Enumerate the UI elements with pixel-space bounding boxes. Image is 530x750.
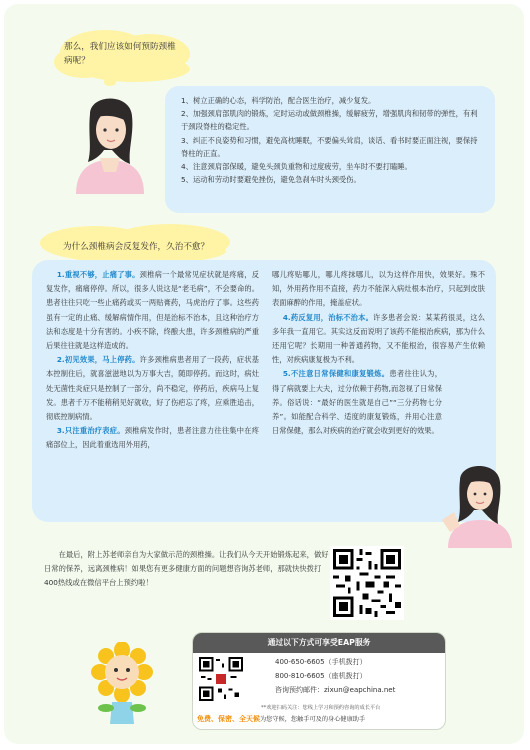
question-2-text: 为什么颈椎病会反复发作，久治不愈？ xyxy=(63,242,210,252)
reason-heading: 5.不注意日常保健和康复锻炼。 xyxy=(282,369,390,379)
eap-qr-code[interactable] xyxy=(199,657,243,701)
reasons-right-column xyxy=(272,268,485,438)
eap-email[interactable]: 咨询预约邮件：zixun@eapchina.net xyxy=(275,686,396,694)
sunflower-mascot-illustration xyxy=(88,642,156,728)
reasons-left-column xyxy=(46,268,259,453)
eap-slogan xyxy=(197,714,365,724)
tip-item: 1、树立正确的心态，科学防治，配合医生治疗，减少复发。 xyxy=(181,96,376,105)
prevention-tips-box xyxy=(165,86,495,213)
reason-text: 哪儿疼贴哪儿，哪儿疼抹哪儿，以为这样作用快，效果好。殊不知，外用药作用不直接，药力不能深入病灶根本治疗，只起到皮肤表面麻醉的作用，掩盖症状。 xyxy=(272,270,485,308)
eap-service-box xyxy=(192,632,446,730)
eap-phone-landline: 800-810-6605（座机拨打） xyxy=(275,672,367,680)
tip-item: 4、注意颈肩部保暖，避免头颈负重物和过度疲劳，坐车时不要打瞌睡。 xyxy=(181,162,412,172)
eap-note: **欢迎扫码关注：您线上学习和预约咨询的成长平台 xyxy=(261,705,381,711)
tip-item: 3、纠正不良姿势和习惯，避免高枕睡眠，不要偏头耸肩，谈话、看书时要正面注视，要保持脊柱的正直。 xyxy=(181,135,478,158)
eap-header: 通过以下方式可享受EAP服务 xyxy=(193,633,445,653)
reason-heading: 1.重视不够，止痛了事。 xyxy=(56,270,140,279)
qr-code[interactable] xyxy=(330,546,404,620)
reason-text: 许多颈椎病患者用了一段药，症状基本控制住后，就喜滋滋地以为万事大吉，随即停药。而这时，病灶处无菌性炎症只是控制了一部分，尚不稳定，停药后，疾病马上复发。患者千万不能稍稍见好就收，好了伤疤忘了疼，应乘胜追击，彻底控制病情。 xyxy=(46,355,259,422)
tip-item: 2、加强颈肩部肌肉的锻炼，定时运动或做颈椎操，缓解疲劳，增强肌肉和韧带的弹性，有利于颈段脊柱的稳定性。 xyxy=(181,109,478,132)
reason-text: 颈椎病发作时，患者注意力往往集中在疼痛部位上，因此着重选用外用药， xyxy=(46,426,259,450)
reasons-box xyxy=(32,260,496,522)
reason-heading: 3.只注重治疗表症。 xyxy=(56,426,125,436)
reason-heading: 4.药反复用，治标不治本。 xyxy=(282,312,374,322)
woman-pointing-illustration xyxy=(440,458,522,548)
reason-heading: 2.初见效果，马上停药。 xyxy=(56,355,140,365)
question-1-text: 那么，我们应该如何预防颈椎病呢？ xyxy=(64,42,176,66)
reason-text: 患者往往认为，得了病就要上大夫，过分依赖于药物,而忽视了日常保养。俗话说：“最好的医生就是自己”“三分药物七分养”。如能配合科学、适度的康复锻炼，并用心注意日常保健，那么对疾病的治疗就会收到更好的效果。 xyxy=(272,369,442,436)
reason-text: 颈椎病一个最常见症状就是疼痛，反复发作，痛痛停停。所以，很多人说这是“老毛病”，不会要命的。患者往往只吃一些止痛药或买一两贴膏药，马虎治疗了事。这些药虽有一定的止痛、缓解病情作用，但是治标不治本，且这种治疗方法和态度是十分有害的。小疾不除，终酿大患，许多颈椎病的严重后果往往就是这样造成的。 xyxy=(46,270,259,351)
eap-slogan-highlight: 免费、保密、全天候 xyxy=(197,715,260,723)
reason-text: 许多患者会说：某某药很灵，这么多年我一直用它。其实这反而说明了该药不能根治疾病，那为什么还用它呢？长期用一种普通药物，又不能根治，很容易产生依赖性，对疾病康复极为不利。 xyxy=(272,312,485,365)
eap-phone-mobile: 400-650-6605（手机拨打） xyxy=(275,658,367,666)
closing-paragraph: 在最后，附上苏老师亲自为大家做示范的颈椎操。让我们从今天开始锻炼起来，做好日常的保养，远离颈椎病！如果您有更多健康方面的问题想咨询苏老师，那就快快拨打400热线或在微信平台上预约啦！ xyxy=(44,550,329,588)
eap-slogan-text: 为您守候，您触手可及的身心健康助手 xyxy=(260,716,366,723)
woman-illustration xyxy=(64,88,156,196)
tip-item: 5、运动和劳动时要避免挫伤，避免急刹车时头颈受伤。 xyxy=(181,175,361,185)
